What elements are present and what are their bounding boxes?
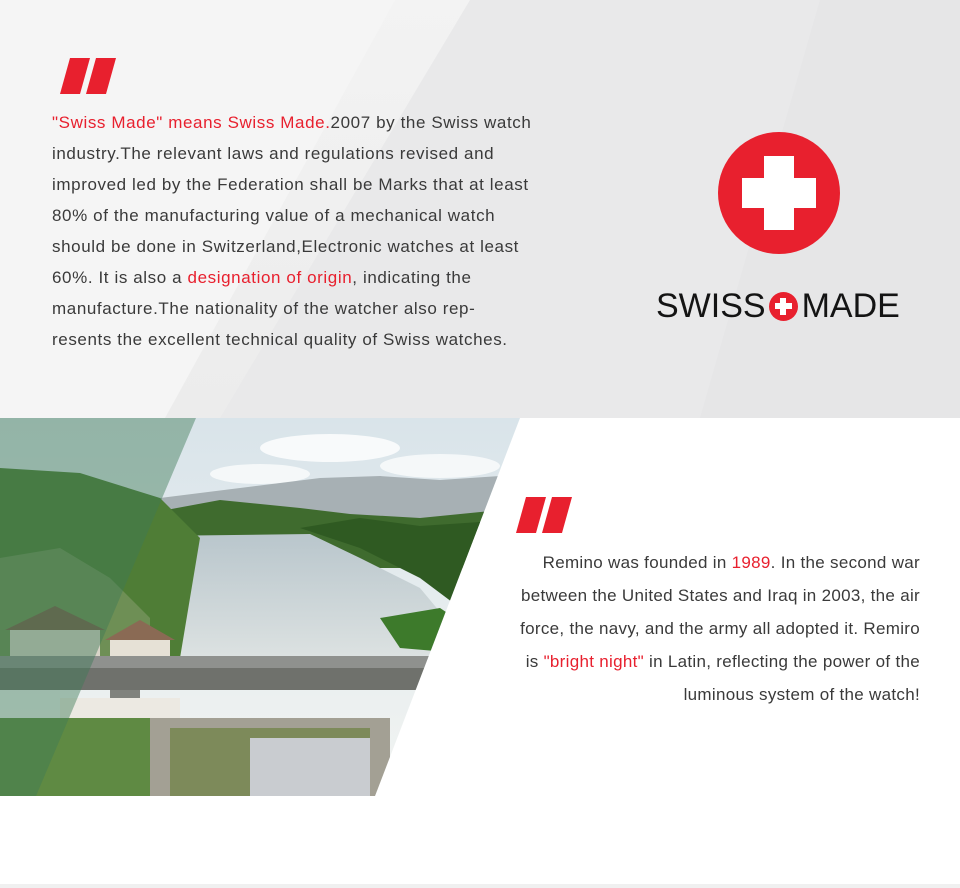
river-landscape-photo bbox=[0, 418, 520, 796]
text-line bbox=[52, 262, 612, 293]
text-line bbox=[450, 645, 920, 678]
text-line bbox=[52, 138, 612, 169]
body-text: . In the second war bbox=[770, 553, 920, 572]
text-line bbox=[450, 546, 920, 579]
swiss-made-wordmark bbox=[656, 286, 900, 326]
swiss-made-paragraph bbox=[52, 107, 612, 355]
quote-mark-icon bbox=[516, 497, 572, 533]
text-line bbox=[52, 324, 612, 355]
text-line bbox=[52, 293, 612, 324]
body-text: 80% of the manufacturing value of a mechanical watch bbox=[52, 206, 496, 225]
divider bbox=[0, 884, 960, 888]
text-line bbox=[52, 107, 612, 138]
body-text: luminous system of the watch! bbox=[683, 685, 920, 704]
highlight-text: designation of origin bbox=[187, 268, 353, 287]
remino-history-paragraph bbox=[450, 546, 920, 711]
quote-mark-icon bbox=[60, 58, 116, 94]
text-line bbox=[52, 231, 612, 262]
body-text: manufacture.The nationality of the watcher also rep- bbox=[52, 299, 476, 318]
body-text: 60%. It is also a bbox=[52, 268, 188, 287]
body-text: Remino was founded in bbox=[542, 553, 732, 572]
text-line bbox=[450, 612, 920, 645]
text-line bbox=[52, 169, 612, 200]
body-text: force, the navy, and the army all adopted it. Remiro bbox=[520, 619, 920, 638]
highlight-text: "Swiss Made" means Swiss Made. bbox=[52, 113, 331, 132]
text-line bbox=[450, 579, 920, 612]
highlight-text: 1989 bbox=[731, 553, 771, 572]
body-text: industry.The relevant laws and regulations revised and bbox=[52, 144, 495, 163]
wordmark-left: SWISS bbox=[656, 286, 766, 325]
body-text: is bbox=[525, 652, 544, 671]
body-text: improved led by the Federation shall be Marks that at least bbox=[52, 175, 529, 194]
highlight-text: "bright night" bbox=[543, 652, 644, 671]
text-line bbox=[450, 678, 920, 711]
body-text: resents the excellent technical quality of Swiss watches. bbox=[52, 330, 508, 349]
body-text: , indicating the bbox=[352, 268, 472, 287]
text-line bbox=[52, 200, 612, 231]
body-text: should be done in Switzerland,Electronic watches at least bbox=[52, 237, 520, 256]
body-text: 2007 by the Swiss watch bbox=[330, 113, 532, 132]
wordmark-right: MADE bbox=[801, 286, 900, 325]
swiss-cross-icon bbox=[718, 132, 840, 254]
swiss-cross-small-icon bbox=[769, 292, 798, 321]
body-text: in Latin, reflecting the power of the bbox=[643, 652, 920, 671]
body-text: between the United States and Iraq in 2003, the air bbox=[520, 586, 920, 605]
